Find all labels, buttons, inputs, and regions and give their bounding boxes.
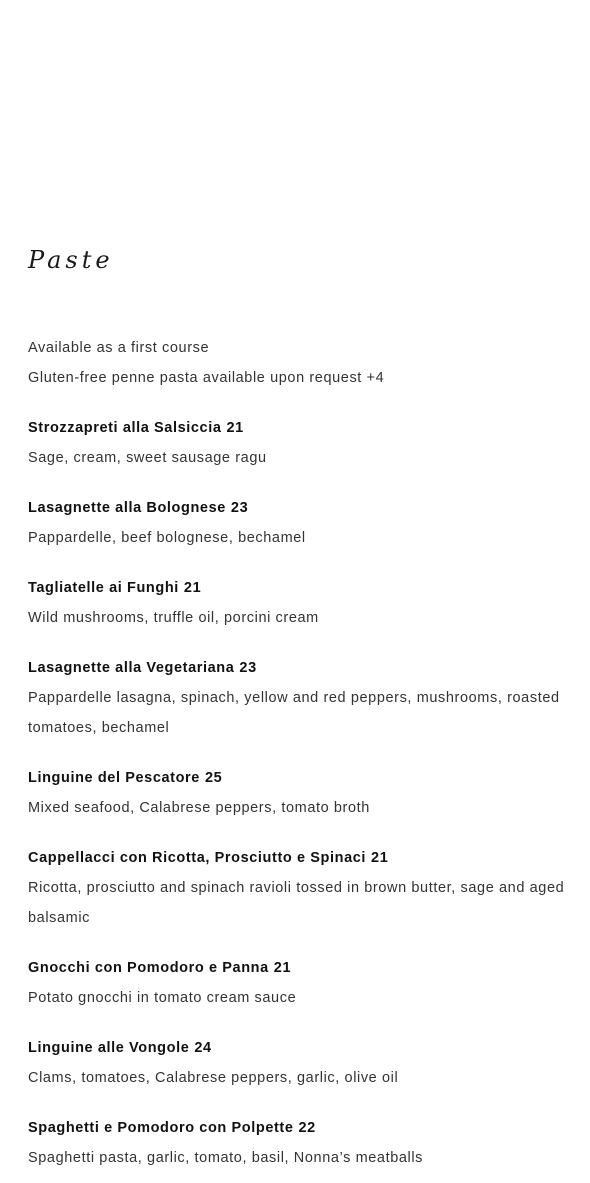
menu-item-heading bbox=[28, 763, 568, 793]
menu-item-description: Clams, tomatoes, Calabrese peppers, garlic, olive oil bbox=[28, 1070, 399, 1086]
menu-item-price: 21 bbox=[371, 850, 389, 866]
menu-item-heading bbox=[28, 1113, 568, 1143]
menu-item-description: Sage, cream, sweet sausage ragu bbox=[28, 450, 267, 466]
menu-item-price: 24 bbox=[194, 1040, 212, 1056]
menu-item-name: Gnocchi con Pomodoro e Panna bbox=[28, 960, 269, 976]
menu-item-price: 21 bbox=[226, 420, 244, 436]
menu-item-heading bbox=[28, 573, 568, 603]
menu-item-description: Potato gnocchi in tomato cream sauce bbox=[28, 990, 297, 1006]
menu-item-heading bbox=[28, 413, 568, 443]
menu-item bbox=[28, 953, 568, 1013]
menu-item-heading bbox=[28, 843, 568, 873]
menu-item-name: Linguine alle Vongole bbox=[28, 1040, 190, 1056]
menu-item-name: Strozzapreti alla Salsiccia bbox=[28, 420, 222, 436]
menu-item-price: 21 bbox=[183, 580, 202, 596]
menu-item-description: Pappardelle lasagna, spinach, yellow and red peppers, mushrooms, roasted tomatoes, bechamel bbox=[28, 690, 560, 736]
menu-item bbox=[28, 1113, 568, 1173]
menu-item-name: Lasagnette alla Vegetariana bbox=[28, 660, 235, 676]
menu-item-name: Linguine del Pescatore bbox=[28, 770, 200, 786]
menu-item-price: 23 bbox=[239, 660, 257, 676]
menu-item bbox=[28, 493, 568, 553]
pasta-menu-section bbox=[28, 240, 568, 1173]
menu-item-heading bbox=[28, 953, 568, 983]
menu-item-heading bbox=[28, 1033, 568, 1063]
menu-item bbox=[28, 843, 568, 933]
menu-item-name: Cappellacci con Ricotta, Prosciutto e Spinaci bbox=[28, 850, 367, 866]
section-notes bbox=[28, 333, 568, 393]
menu-item-price: 25 bbox=[204, 770, 223, 786]
menu-item bbox=[28, 653, 568, 743]
menu-item-price: 23 bbox=[230, 500, 249, 516]
menu-item-name: Spaghetti e Pomodoro con Polpette bbox=[28, 1120, 294, 1136]
menu-item-description: Spaghetti pasta, garlic, tomato, basil, Nonna’s meatballs bbox=[28, 1150, 424, 1166]
menu-item-description: Pappardelle, beef bolognese, bechamel bbox=[28, 530, 306, 546]
menu-item-price: 22 bbox=[298, 1120, 316, 1136]
menu-item-description: Mixed seafood, Calabrese peppers, tomato broth bbox=[28, 800, 370, 816]
gluten-free-note: Gluten-free penne pasta available upon request +4 bbox=[28, 370, 385, 386]
menu-item-description: Ricotta, prosciutto and spinach ravioli tossed in brown butter, sage and aged balsamic bbox=[28, 880, 565, 926]
menu-item bbox=[28, 413, 568, 473]
menu-item bbox=[28, 1033, 568, 1093]
menu-item-heading bbox=[28, 653, 568, 683]
menu-item-price: 21 bbox=[273, 960, 292, 976]
menu-item-description: Wild mushrooms, truffle oil, porcini cream bbox=[28, 610, 319, 626]
first-course-note: Available as a first course bbox=[28, 340, 210, 356]
menu-item bbox=[28, 763, 568, 823]
menu-item-heading bbox=[28, 493, 568, 523]
menu-item bbox=[28, 573, 568, 633]
section-title: Paste bbox=[28, 246, 114, 274]
menu-item-name: Tagliatelle ai Funghi bbox=[28, 580, 179, 596]
menu-item-name: Lasagnette alla Bolognese bbox=[28, 500, 226, 516]
